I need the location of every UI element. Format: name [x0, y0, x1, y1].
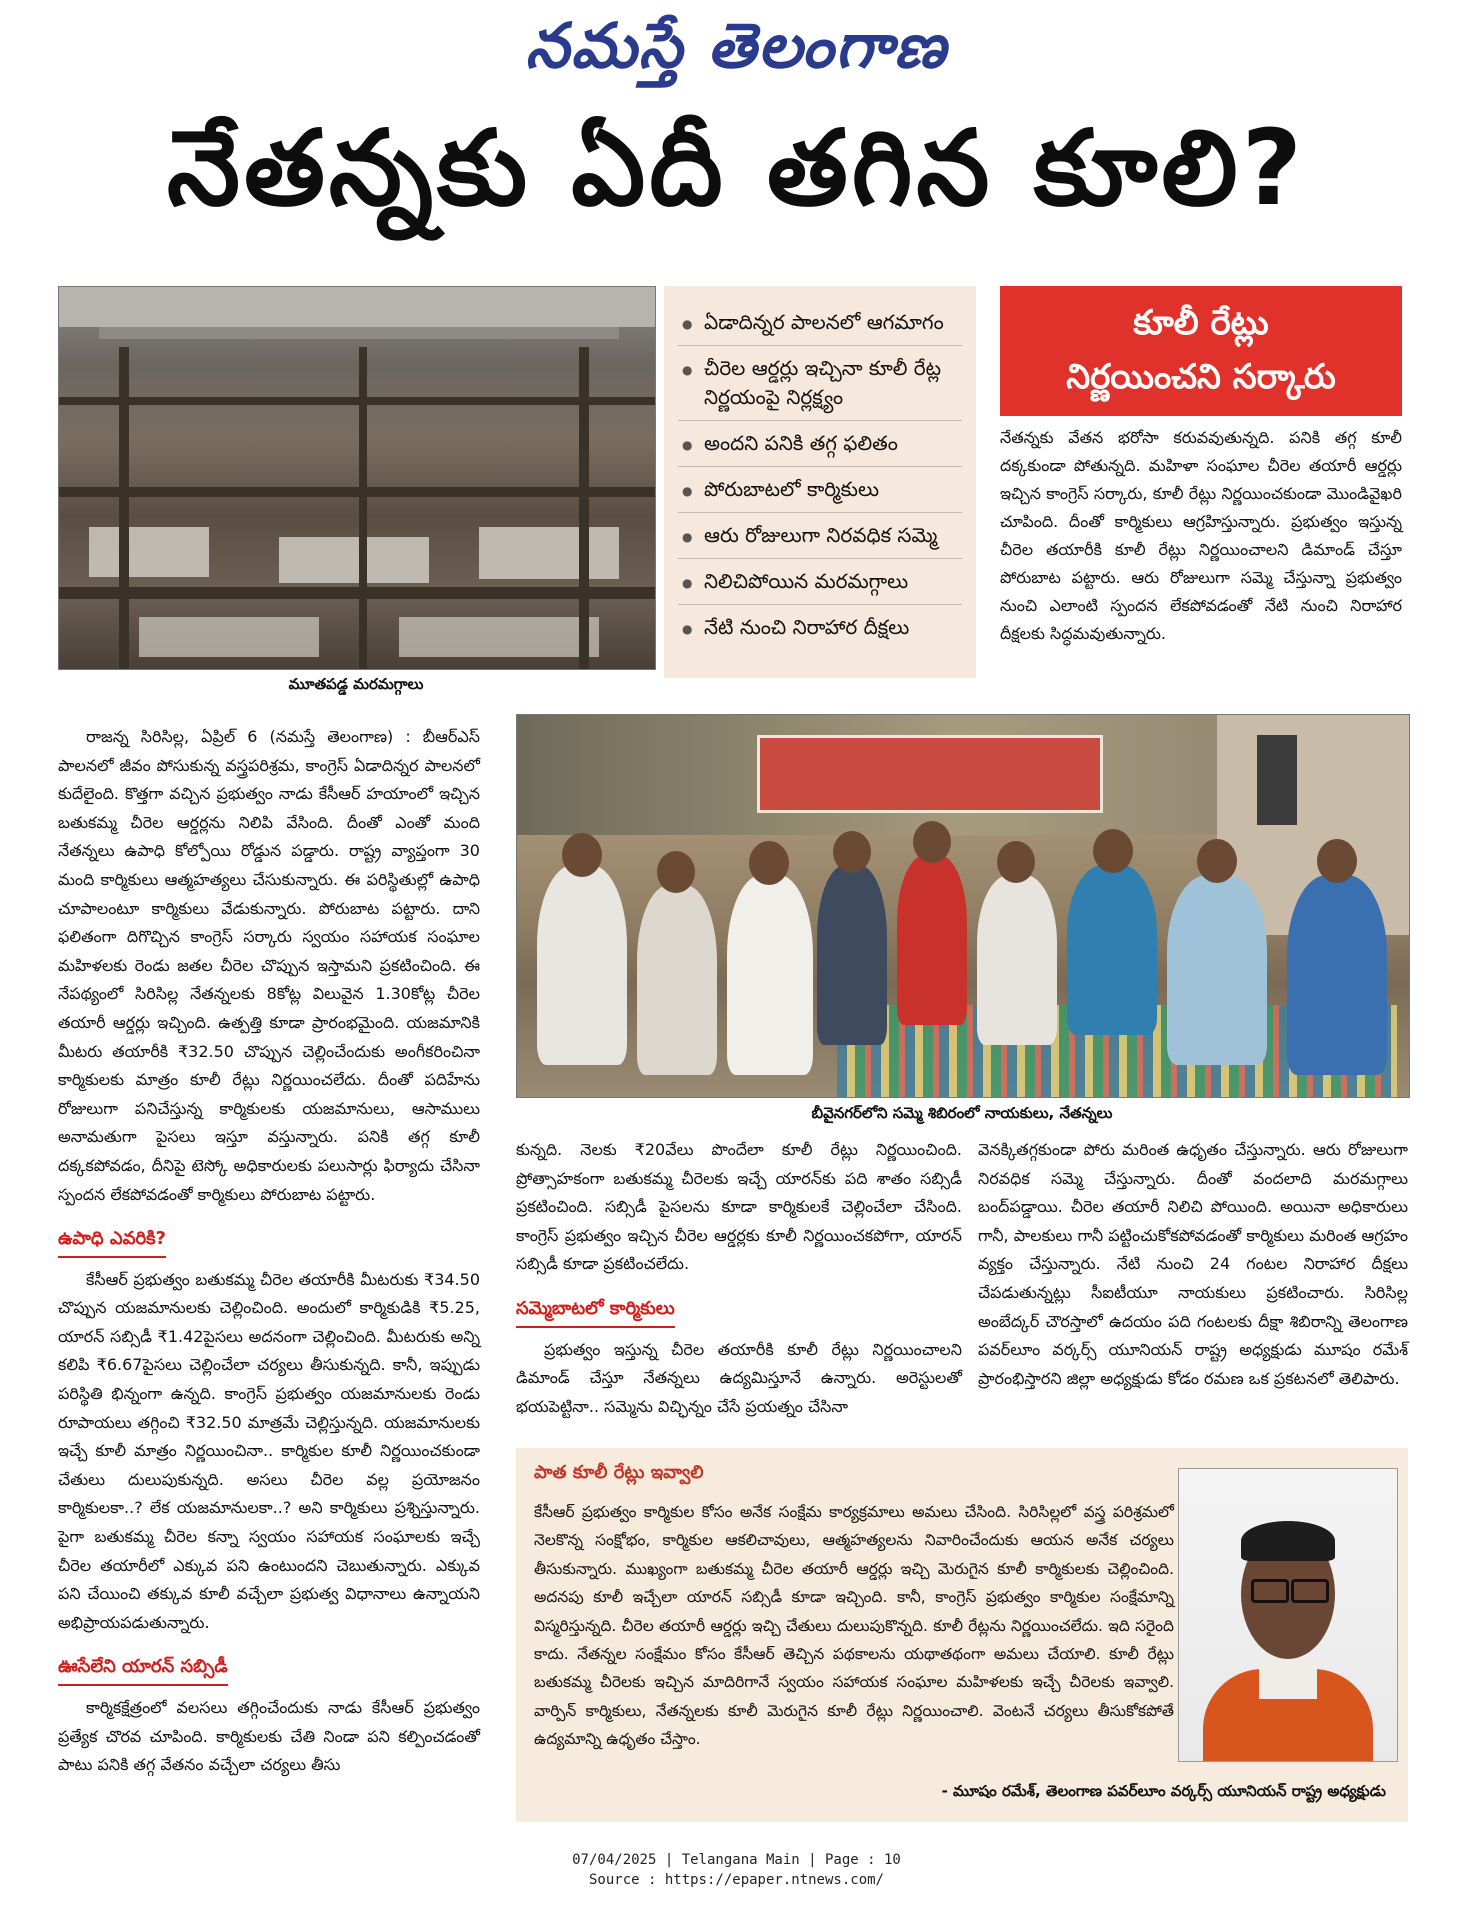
red-banner-line2: నిర్ణయించని సర్కారు [1066, 357, 1336, 397]
highlight-item: ● నిలిచిపోయిన మరమగ్గాలు [678, 559, 962, 605]
quote-title: పాత కూలీ రేట్లు ఇవ్వాలి [534, 1462, 704, 1483]
highlights-box [664, 286, 976, 678]
footer [0, 1850, 1473, 1890]
subheading: ఊసేలేని యారన్ సబ్సిడీ [58, 1653, 228, 1686]
highlight-item: ● నేటి నుంచి నిరాహార దీక్షలు [678, 605, 962, 650]
red-banner [1000, 286, 1402, 416]
loom-photo-caption: మూతపడ్డ మరమగ్గాలు [288, 675, 424, 693]
highlight-item: ● ఆరు రోజులుగా నిరవధిక సమ్మె [678, 513, 962, 559]
highlight-item: ● చీరెల ఆర్డర్లు ఇచ్చినా కూలీ రేట్ల నిర్ణయంపై నిర్లక్ష్యం [678, 346, 962, 421]
article-paragraph: వెనక్కితగ్గకుండా పోరు మరింత ఉధృతం చేస్తున్నారు. ఆరు రోజులుగా నిరవధిక సమ్మె చేస్తున్నారు. దీంతో వందలాది మరమగ్గాలు బంద్‌పడ్డాయి. చీరెల తయారీ నిలిచి పోయింది. అయినా అధికారులు గానీ, పాలకులు గానీ పట్టించుకోకపోవడంతో కార్మికులు మరింత ఆగ్రహం వ్యక్తం చేస్తున్నారు. నేటి నుంచి 24 గంటల నిరాహార దీక్షలు చేపడుతున్నట్లు సీఐటీయూ నాయకులు ప్రకటించారు. సిరిసిల్ల అంబేద్కర్ చౌరస్తాలో ఉదయం పది గంటలకు దీక్షా శిబిరాన్ని తెలంగాణ పవర్‌లూం వర్కర్స్ యూనియన్ రాష్ట్ర అధ్యక్షుడు మూషం రమేశ్ ప్రారంభిస్తారని జిల్లా అధ్యక్షుడు కోడం రమణ ఒక ప్రకటనలో తెలిపారు. [978, 1140, 1408, 1388]
protest-photo [516, 714, 1410, 1098]
article-paragraph: కార్మికక్షేత్రంలో వలసలు తగ్గించేందుకు నాడు కేసీఆర్ ప్రభుత్వం ప్రత్యేక చొరవ చూపింది. కార్మికులకు చేతి నిండా పని కల్పించడంతో పాటు పనికి తగ్గ వేతనం వచ్చేలా చర్యలు తీసు [58, 1698, 480, 1775]
article-column-3 [978, 1136, 1408, 1393]
highlight-item: ● పోరుబాటలో కార్మికులు [678, 467, 962, 513]
footer-date-page: 07/04/2025 | Telangana Main | Page : 10 [572, 1852, 901, 1868]
headline: నేతన్నకు ఏదీ తగిన కూలి? [167, 107, 1306, 229]
subheading: సమ్మెబాటలో కార్మికులు [516, 1295, 675, 1328]
article-paragraph: కేసీఆర్ ప్రభుత్వం బతుకమ్మ చీరెల తయారీకి మీటరుకు ₹34.50 చొప్పున యజమానులకు చెల్లించింది. అందులో కార్మికుడికి ₹5.25, యారన్ సబ్సిడీ ₹1.42పైసలు అదనంగా చెల్లించింది. మీటరుకు అన్ని కలిపి ₹6.67పైసలు చెల్లించేలా చర్యలు తీసుకున్నది. కానీ, ఇప్పుడు పరిస్థితి భిన్నంగా ఉన్నది. కాంగ్రెస్ ప్రభుత్వం యజమానులకు రెండు రూపాయలు తగ్గించి ₹32.50 మాత్రమే చెల్లిస్తున్నది. యజమానులకు ఇచ్చే కూలీ మాత్రం నిర్ణయించినా.. కార్మికుల కూలీ నిర్ణయించకుండా చేతులు దులుపుకున్నది. అసలు చీరెల వల్ల ప్రయోజనం కార్మికులకా..? లేక యజమానులకా..? అని కార్మికులు ప్రశ్నిస్తున్నారు. పైగా బతుకమ్మ చీరెల కన్నా స్వయం సహాయక సంఘాలకు ఇచ్చే చీరెల తయారీలో ఎక్కువ పని ఉంటుందని చెబుతున్నారు. ఎక్కువ పని చేయించి తక్కువ కూలీ వచ్చేలా ప్రభుత్వ విధానాలు ఉన్నాయని అభిప్రాయపడుతున్నారు. [58, 1269, 480, 1632]
highlight-item: ● అందని పనికి తగ్గ ఫలితం [678, 421, 962, 467]
portrait-photo [1178, 1468, 1398, 1762]
highlight-item: ● ఏడాదిన్నర పాలనలో ఆగమాగం [678, 300, 962, 346]
intro-paragraph: నేతన్నకు వేతన భరోసా కరువవుతున్నది. పనికి తగ్గ కూలీ దక్కకుండా పోతున్నది. మహిళా సంఘాల చీరెల తయారీ ఆర్డర్లు ఇచ్చిన కాంగ్రెస్ సర్కారు, కూలీ రేట్లు నిర్ణయించకుండా మొండివైఖరి చూపింది. దీంతో కార్మికులు ఆగ్రహిస్తున్నారు. ప్రభుత్వం ఇస్తున్న చీరెల తయారీకి కూలీ రేట్లు నిర్ణయించాలని డిమాండ్ చేస్తూ పోరుబాట పట్టారు. ఆరు రోజులుగా సమ్మె చేస్తున్నా ప్రభుత్వం నుంచి ఎలాంటి స్పందన లేకపోవడంతో నేటి నుంచి నిరాహార దీక్షలకు సిద్ధమవుతున్నారు. [1000, 428, 1402, 643]
protest-photo-caption: బీవైనగర్‌లోని సమ్మె శిబిరంలో నాయకులు, నేతన్నలు [811, 1104, 1113, 1122]
subheading: ఉపాధి ఎవరికి? [58, 1225, 166, 1258]
quote-box [516, 1448, 1408, 1822]
masthead-logo: నమస్తే తెలంగాణ [525, 9, 948, 82]
article-paragraph: రాజన్న సిరిసిల్ల, ఏప్రిల్ 6 (నమస్తే తెలంగాణ) : బీఆర్ఎస్ పాలనలో జీవం పోసుకున్న వస్త్రపరిశ్రమ, కాంగ్రెస్ ఏడాదిన్నర పాలనలో కుదేలైంది. కొత్తగా వచ్చిన ప్రభుత్వం నాడు కేసీఆర్ హయాంలో ఇచ్చిన బతుకమ్మ చీరెల ఆర్డర్లను నిలిపి వేసింది. దీంతో ఎంతో మంది నేతన్నలు ఉపాధి కోల్పోయి రోడ్డున పడ్డారు. రాష్ట్ర వ్యాప్తంగా 30 మంది కార్మికులు ఆత్మహత్యలు చేసుకున్నారు. ఈ పరిస్థితుల్లో ఉపాధి చూపాలంటూ కార్మికులు వేడుకున్నారు. పోరుబాట పట్టారు. దాని ఫలితంగా దిగొచ్చిన కాంగ్రెస్ సర్కారు స్వయం సహాయక సంఘాల మహిళలకు రెండు జతల చీరెల చొప్పున ఇస్తామని ప్రకటించింది. ఈ నేపథ్యంలో సిరిసిల్ల నేతన్నలకు 8కోట్ల విలువైన 1.30కోట్ల చీరెల తయారీ ఆర్డర్లు ఇచ్చింది. ఉత్పత్తి కూడా ప్రారంభమైంది. యజమానికి మీటరు తయారీకి ₹32.50 చొప్పున చెల్లించేందుకు అంగీకరించినా కార్మికులకు మాత్రం కూలీ రేట్లు నిర్ణయించలేదు. దీంతో పదిహేను రోజులుగా పనిచేస్తున్న కార్మికులకు యజమానులు, ఆసాములు అనామతుగా పైసలు ఇస్తూ వస్తున్నారు. పనికి తగ్గ కూలీ దక్కకపోవడం, దీనిపై టెస్కో అధికారులకు పలుసార్లు ఫిర్యాదు చేసినా స్పందన లేకపోవడంతో కార్మికులు పోరుబాట పట్టారు. [58, 727, 480, 1204]
article-column-1 [58, 723, 480, 1786]
article-paragraph: ప్రభుత్వం ఇస్తున్న చీరెల తయారీకి కూలీ రేట్లు నిర్ణయించాలని డిమాండ్ చేస్తూ నేతన్నలు ఉద్యమిస్తూనే ఉన్నారు. అరెస్టులతో భయపెట్టినా.. సమ్మెను విచ్ఛిన్నం చేసే ప్రయత్నం చేసినా [516, 1339, 962, 1416]
loom-photo [58, 286, 656, 670]
quote-text: కేసీఆర్ ప్రభుత్వం కార్మికుల కోసం అనేక సంక్షేమ కార్యక్రమాలు అమలు చేసింది. సిరిసిల్లలో వస్త్ర పరిశ్రమలో నెలకొన్న సంక్షోభం, కార్మికుల ఆకలిచావులు, ఆత్మహత్యలను నివారించేందుకు ఆయన అనేక చర్యలు తీసుకున్నారు. ముఖ్యంగా బతుకమ్మ చీరెల తయారీ ఆర్డర్లు ఇచ్చి మెరుగైన కూలీ కార్మికులకు చెల్లించింది. అదనపు కూలీ ఇచ్చేలా యారన్ సబ్సిడీ కూడా ఇచ్చింది. కానీ, కాంగ్రెస్ ప్రభుత్వం కార్మికుల సంక్షేమాన్ని విస్మరిస్తున్నది. చీరెల తయారీ ఆర్డర్లు ఇచ్చి చేతులు దులుపుకొన్నది. కూలీ రేట్లను నిర్ణయించలేదు. ఇది సరైంది కాదు. నేతన్నల సంక్షేమం కోసం కేసీఆర్ తెచ్చిన పథకాలను యథాతథంగా అమలు చేయాలి. కూలీ రేట్లు బతుకమ్మ చీరెలకు ఇచ్చిన మాదిరిగానే స్వయం సహాయక సంఘాల మహిళలకు ఇచ్చే చీరెలకు ఇవ్వాలి. వార్పిన్ కార్మికులు, నేతన్నలకు కూలీ మెరుగైన కూలీ రేట్లు నిర్ణయించాలి. వెంటనే చర్యలు తీసుకోకపోతే ఉద్యమాన్ని ఉధృతం చేస్తాం. [534, 1503, 1174, 1749]
article-paragraph: కున్నది. నెలకు ₹20వేలు పొందేలా కూలీ రేట్లు నిర్ణయించింది. ప్రోత్సాహకంగా బతుకమ్మ చీరెలకు ఇచ్చే యారన్‌కు పది శాతం సబ్సిడీ ప్రకటించింది. సబ్సిడీ పైసలను కూడా కార్మికులకే చెల్లించేలా చేసింది. కాంగ్రెస్ ప్రభుత్వం ఇచ్చిన చీరెల ఆర్డర్లకు కూలీ నిర్ణయించకపోగా, యారన్ సబ్సిడీ కూడా ప్రకటించలేదు. [516, 1140, 962, 1274]
footer-source-link[interactable]: Source : https://epaper.ntnews.com/ [588, 1872, 884, 1888]
quote-attribution: - మూషం రమేశ్, తెలంగాణ పవర్‌లూం వర్కర్స్ యూనియన్ రాష్ట్ర అధ్యక్షుడు [941, 1782, 1386, 1800]
red-banner-line1: కూలీ రేట్లు [1133, 303, 1269, 343]
article-column-2 [516, 1136, 962, 1427]
